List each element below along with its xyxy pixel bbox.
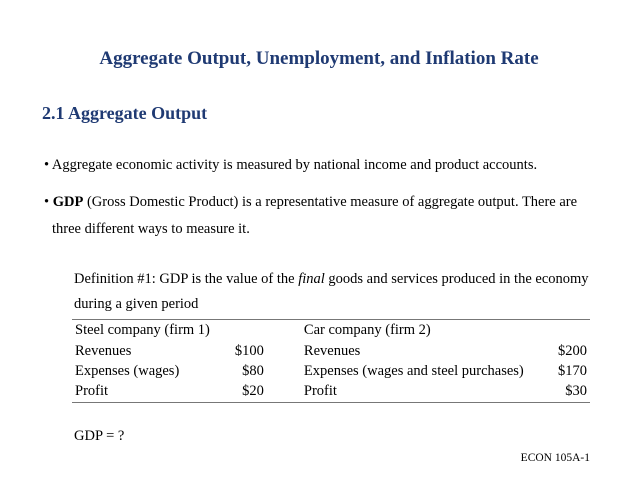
definition-line-2: during a given period: [74, 296, 199, 312]
slide-title: Aggregate Output, Unemployment, and Inflation Rate: [99, 48, 539, 69]
bullet-marker: •: [44, 157, 50, 173]
firm2-row-label: Revenues: [303, 342, 361, 359]
definition-text: Definition #1: GDP is the value of the: [74, 271, 299, 287]
firm1-row-label: Profit: [72, 381, 228, 403]
gdp-question: GDP = ?: [74, 428, 125, 444]
definition-text: goods and services produced in the economy: [324, 271, 589, 287]
table-row: [72, 341, 590, 361]
firm1-row-value: $80: [242, 362, 264, 379]
definition-line-1: [74, 271, 589, 288]
column-gap: [267, 341, 301, 361]
column-gap: [267, 381, 301, 403]
firm1-row-label: Revenues: [75, 342, 132, 359]
table-header-row: [72, 320, 590, 342]
section-heading: 2.1 Aggregate Output: [42, 103, 208, 123]
bullet-national-accounts: [44, 157, 537, 174]
firm1-header-spacer: [228, 320, 267, 342]
gdp-term: GDP: [52, 194, 84, 210]
firm2-header-spacer: [551, 320, 590, 342]
firm2-row-value: $30: [551, 381, 590, 403]
firm1-row-value: $20: [228, 381, 267, 403]
firm2-row-value: $200: [558, 342, 587, 359]
firm1-row-label: Expenses (wages): [75, 362, 180, 379]
bullet-marker: •: [44, 194, 50, 210]
firm2-row-label: Profit: [301, 381, 551, 403]
column-gap: [267, 320, 301, 342]
footer-course-code: ECON 105A-1: [520, 452, 590, 464]
firm2-row-label: Expenses (wages and steel purchases): [303, 362, 524, 379]
definition-emphasis: final: [298, 271, 325, 287]
bullet-gdp: [44, 194, 577, 211]
firm-accounts-table: [72, 319, 590, 403]
table-row: [72, 381, 590, 403]
firm1-header: Steel company (firm 1): [72, 320, 228, 342]
bullet-text: Aggregate economic activity is measured by national income and product accounts.: [51, 157, 538, 173]
firm1-row-value: $100: [234, 342, 264, 359]
bullet-gdp-continuation: three different ways to measure it.: [52, 221, 250, 237]
firm2-header: Car company (firm 2): [301, 320, 551, 342]
bullet-text: (Gross Domestic Product) is a representative measure of aggregate output. There are: [83, 194, 578, 210]
column-gap: [267, 361, 301, 381]
firm2-row-value: $170: [558, 362, 587, 379]
table-row: [72, 361, 590, 381]
